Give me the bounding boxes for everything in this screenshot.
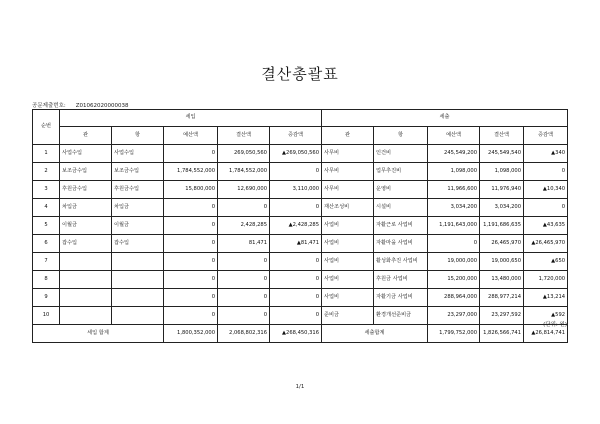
expense-settlement-cell: 1,098,000 [480,163,524,181]
col-header: 증감액 [270,127,322,145]
income-gwan-cell: 보조금수입 [60,163,112,181]
income-gwan-cell: 후원금수입 [60,181,112,199]
income-settlement-cell: 0 [218,253,270,271]
header-row-columns [33,127,568,145]
income-hang-cell: 잡수입 [112,235,164,253]
expense-budget-cell: 11,966,600 [428,181,480,199]
income-gwan-cell: 이월금 [60,217,112,235]
expense-difference-cell: ▲650 [524,253,568,271]
expense-hang-cell: 환경개선준비금 [374,307,428,325]
income-budget-cell: 0 [164,253,218,271]
income-settlement-cell: 0 [218,199,270,217]
income-total-difference: ▲268,450,316 [270,325,322,343]
table-row [33,235,568,253]
income-budget-cell: 1,784,552,000 [164,163,218,181]
doc-number-label: 공문제출번호: [32,103,66,109]
income-gwan-cell [60,253,112,271]
row-number: 2 [33,163,60,181]
income-hang-cell: 사업수입 [112,145,164,163]
income-difference-cell: 0 [270,307,322,325]
expense-total-label: 세출합계 [322,325,428,343]
income-difference-cell: ▲269,050,560 [270,145,322,163]
col-header: 관 [322,127,374,145]
expense-settlement-cell: 245,549,540 [480,145,524,163]
income-hang-cell [112,307,164,325]
col-header: 증감액 [524,127,568,145]
expense-gwan-cell: 재산조성비 [322,199,374,217]
row-number: 8 [33,271,60,289]
income-budget-cell: 0 [164,145,218,163]
income-hang-cell: 후원금수입 [112,181,164,199]
income-settlement-cell: 0 [218,271,270,289]
expense-budget-cell: 288,964,000 [428,289,480,307]
expense-budget-cell: 1,191,643,000 [428,217,480,235]
expense-settlement-cell: 26,465,970 [480,235,524,253]
income-settlement-cell: 1,784,552,000 [218,163,270,181]
income-hang-cell: 보조금수입 [112,163,164,181]
expense-gwan-cell: 사무비 [322,181,374,199]
income-hang-cell [112,271,164,289]
income-gwan-cell: 사업수입 [60,145,112,163]
expense-total-difference: ▲26,814,741 [524,325,568,343]
expense-total-budget: 1,799,752,000 [428,325,480,343]
expense-settlement-cell: 13,480,000 [480,271,524,289]
income-difference-cell: ▲2,428,285 [270,217,322,235]
income-budget-cell: 0 [164,235,218,253]
expense-difference-cell: ▲13,214 [524,289,568,307]
header-row-groups [33,110,568,127]
income-gwan-cell [60,307,112,325]
expense-difference-cell: ▲26,465,970 [524,235,568,253]
income-budget-cell: 15,800,000 [164,181,218,199]
expense-settlement-cell: 1,191,686,635 [480,217,524,235]
row-number: 1 [33,145,60,163]
expense-gwan-cell: 사업비 [322,271,374,289]
table-row [33,145,568,163]
unit-note: (단위: 원) [543,322,567,328]
table-row [33,271,568,289]
income-settlement-cell: 81,471 [218,235,270,253]
expense-settlement-cell: 23,297,592 [480,307,524,325]
income-difference-cell: 0 [270,163,322,181]
expense-difference-cell: 0 [524,163,568,181]
income-budget-cell: 0 [164,271,218,289]
col-header: 관 [60,127,112,145]
page-number: 1/1 [295,384,305,390]
row-number: 3 [33,181,60,199]
row-number: 9 [33,289,60,307]
expense-hang-cell: 업무추진비 [374,163,428,181]
income-hang-cell: 이월금 [112,217,164,235]
income-gwan-cell: 차입금 [60,199,112,217]
income-gwan-cell [60,271,112,289]
row-number: 10 [33,307,60,325]
expense-budget-cell: 23,297,000 [428,307,480,325]
expense-gwan-cell: 사무비 [322,145,374,163]
row-number: 7 [33,253,60,271]
income-difference-cell: 0 [270,289,322,307]
col-header: 항 [374,127,428,145]
table-row [33,253,568,271]
row-number: 6 [33,235,60,253]
col-header: 결산액 [218,127,270,145]
expense-difference-cell: 1,720,000 [524,271,568,289]
income-budget-cell: 0 [164,289,218,307]
expense-gwan-cell: 사무비 [322,163,374,181]
expense-hang-cell: 후원금 사업비 [374,271,428,289]
expense-difference-cell: 0 [524,199,568,217]
doc-number-value: Z01062020000038 [75,103,129,109]
income-total-settlement: 2,068,802,316 [218,325,270,343]
expense-hang-cell: 자활근로 사업비 [374,217,428,235]
expense-hang-cell: 자활마을 사업비 [374,235,428,253]
col-header: 예산액 [428,127,480,145]
income-budget-cell: 0 [164,217,218,235]
expense-budget-cell: 0 [428,235,480,253]
col-header: 항 [112,127,164,145]
income-budget-cell: 0 [164,199,218,217]
income-total-budget: 1,800,352,000 [164,325,218,343]
expense-hang-cell: 인건비 [374,145,428,163]
income-settlement-cell: 2,428,285 [218,217,270,235]
table-row [33,181,568,199]
expense-settlement-cell: 288,977,214 [480,289,524,307]
table-row [33,217,568,235]
income-gwan-cell: 잡수입 [60,235,112,253]
expense-total-settlement: 1,826,566,741 [480,325,524,343]
income-difference-cell: ▲81,471 [270,235,322,253]
table-row [33,307,568,325]
expense-difference-cell: ▲10,340 [524,181,568,199]
income-settlement-cell: 0 [218,307,270,325]
page-title: 결산총괄표 [261,65,339,83]
expense-budget-cell: 19,000,000 [428,253,480,271]
income-header: 세입 [60,110,322,127]
expense-hang-cell: 시설비 [374,199,428,217]
income-budget-cell: 0 [164,307,218,325]
expense-budget-cell: 15,200,000 [428,271,480,289]
expense-gwan-cell: 준비금 [322,307,374,325]
expense-settlement-cell: 19,000,650 [480,253,524,271]
expense-header: 세출 [322,110,568,127]
expense-difference-cell: ▲43,635 [524,217,568,235]
expense-gwan-cell: 사업비 [322,235,374,253]
table-row [33,289,568,307]
income-difference-cell: 0 [270,253,322,271]
expense-hang-cell: 운영비 [374,181,428,199]
expense-budget-cell: 3,034,200 [428,199,480,217]
row-number: 4 [33,199,60,217]
col-header: 결산액 [480,127,524,145]
col-header: 예산액 [164,127,218,145]
seq-header: 순번 [33,110,60,145]
expense-settlement-cell: 11,976,940 [480,181,524,199]
expense-difference-cell: ▲592 [524,307,568,325]
income-difference-cell: 3,110,000 [270,181,322,199]
income-difference-cell: 0 [270,271,322,289]
income-total-label: 세입 합계 [33,325,164,343]
expense-hang-cell: 활성화추진 사업비 [374,253,428,271]
expense-difference-cell: ▲340 [524,145,568,163]
income-difference-cell: 0 [270,199,322,217]
expense-gwan-cell: 사업비 [322,253,374,271]
income-hang-cell [112,253,164,271]
income-settlement-cell: 0 [218,289,270,307]
table-row [33,199,568,217]
income-hang-cell [112,289,164,307]
expense-budget-cell: 1,098,000 [428,163,480,181]
expense-gwan-cell: 사업비 [322,289,374,307]
total-row [33,325,568,343]
expense-settlement-cell: 3,034,200 [480,199,524,217]
income-settlement-cell: 269,050,560 [218,145,270,163]
expense-budget-cell: 245,549,200 [428,145,480,163]
settlement-summary-table [32,109,568,343]
expense-hang-cell: 자활기금 사업비 [374,289,428,307]
expense-gwan-cell: 사업비 [322,217,374,235]
income-settlement-cell: 12,690,000 [218,181,270,199]
doc-number-line [32,101,129,109]
income-hang-cell: 차입금 [112,199,164,217]
income-gwan-cell [60,289,112,307]
row-number: 5 [33,217,60,235]
table-row [33,163,568,181]
